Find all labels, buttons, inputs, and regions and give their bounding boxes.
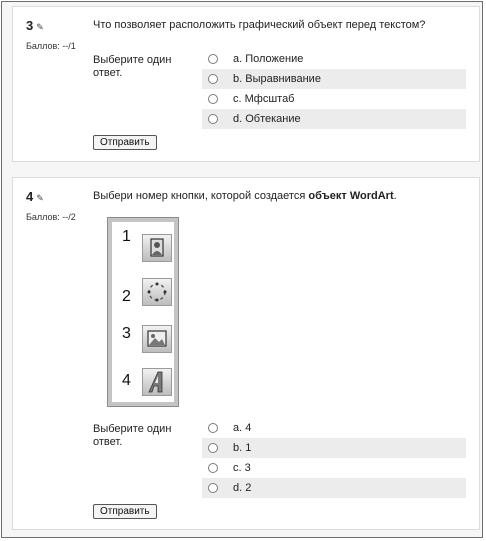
question-text: Выбери номер кнопки, которой создается объект WordArt. bbox=[93, 190, 397, 202]
answer-label: a. Положение bbox=[233, 53, 304, 65]
pencil-icon[interactable]: ✎ bbox=[36, 193, 44, 203]
answer-label: b. 1 bbox=[233, 442, 252, 454]
question-4 bbox=[12, 177, 480, 530]
answer-prompt: Выберите один ответ. bbox=[93, 54, 172, 79]
answer-label: b. Выравнивание bbox=[233, 73, 321, 85]
toolbar-image bbox=[107, 217, 179, 407]
answer-label: c. Мфсштаб bbox=[233, 93, 295, 105]
radio-button[interactable] bbox=[208, 443, 218, 453]
toolbar-number: 2 bbox=[122, 288, 131, 305]
toolbar-number: 3 bbox=[122, 325, 131, 342]
question-text: Что позволяет расположить графический объект перед текстом? bbox=[93, 19, 426, 31]
answer-option[interactable] bbox=[202, 438, 466, 458]
answer-option[interactable] bbox=[202, 458, 466, 478]
shapes-circle-icon bbox=[142, 278, 172, 306]
answer-label: c. 3 bbox=[233, 462, 251, 474]
insert-picture-icon bbox=[142, 325, 172, 353]
answer-option[interactable] bbox=[202, 478, 466, 498]
radio-button[interactable] bbox=[208, 94, 218, 104]
radio-button[interactable] bbox=[208, 74, 218, 84]
question-number: 4 ✎ bbox=[26, 189, 44, 204]
question-3 bbox=[12, 6, 480, 162]
answer-option[interactable] bbox=[202, 49, 466, 69]
answer-list bbox=[202, 418, 466, 498]
answer-list bbox=[202, 49, 466, 129]
question-grade: Баллов: --/2 bbox=[26, 212, 76, 222]
radio-button[interactable] bbox=[208, 54, 218, 64]
answer-option[interactable] bbox=[202, 89, 466, 109]
answer-option[interactable] bbox=[202, 418, 466, 438]
toolbar-number: 4 bbox=[122, 372, 131, 389]
submit-button[interactable]: Отправить bbox=[93, 135, 157, 150]
radio-button[interactable] bbox=[208, 483, 218, 493]
answer-label: d. 2 bbox=[233, 482, 252, 494]
radio-button[interactable] bbox=[208, 114, 218, 124]
answer-prompt: Выберите один ответ. bbox=[93, 423, 172, 448]
answer-option[interactable] bbox=[202, 109, 466, 129]
wordart-icon bbox=[142, 368, 172, 396]
question-number: 3 ✎ bbox=[26, 18, 44, 33]
answer-label: d. Обтекание bbox=[233, 113, 301, 125]
radio-button[interactable] bbox=[208, 463, 218, 473]
answer-option[interactable] bbox=[202, 69, 466, 89]
answer-label: a. 4 bbox=[233, 422, 252, 434]
toolbar-number: 1 bbox=[122, 228, 131, 245]
picture-frame-icon bbox=[142, 234, 172, 262]
submit-button[interactable]: Отправить bbox=[93, 504, 157, 519]
quiz-frame bbox=[1, 1, 483, 538]
question-grade: Баллов: --/1 bbox=[26, 41, 76, 51]
pencil-icon[interactable]: ✎ bbox=[36, 22, 44, 32]
radio-button[interactable] bbox=[208, 423, 218, 433]
